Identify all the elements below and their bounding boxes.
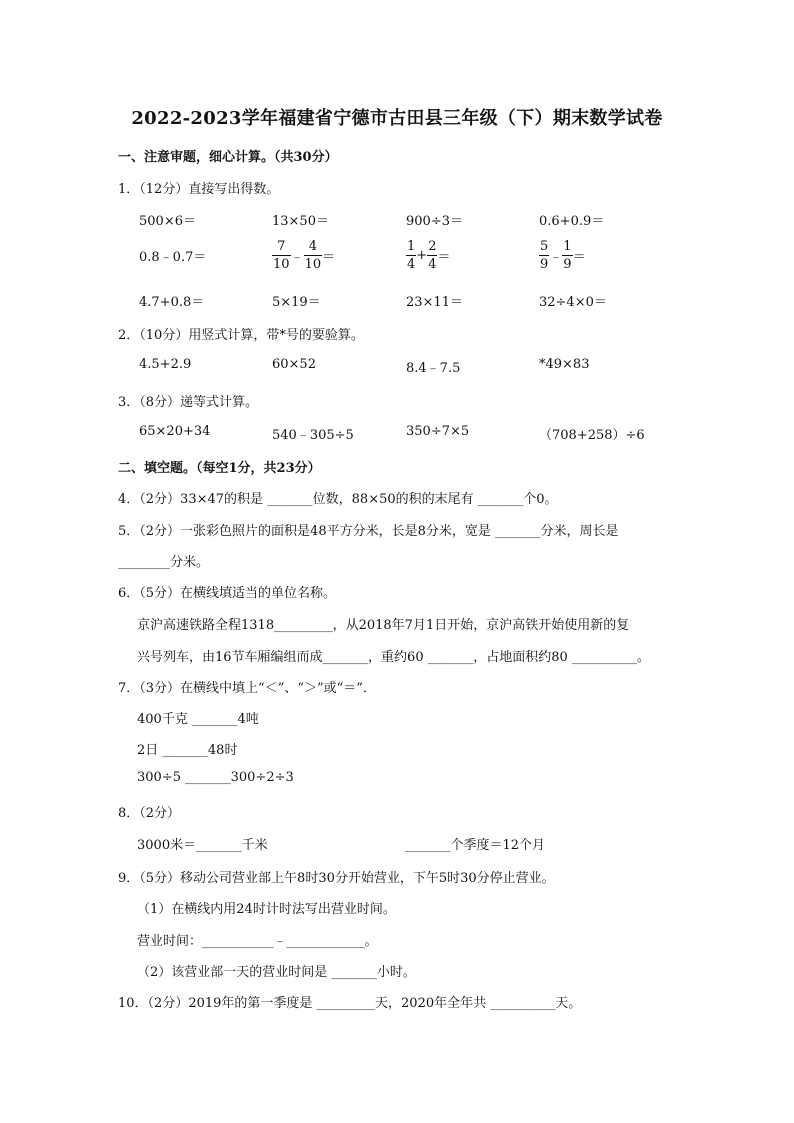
q9-part-2: （2）该营业部一天的营业时间是 _______小时。 (137, 965, 416, 980)
q8-label: 8．（2分） (118, 806, 181, 821)
q3-item: 350÷7×5 (406, 424, 470, 439)
q3-item: 540﹣305÷5 (272, 428, 354, 443)
q2-item: 60×52 (272, 357, 316, 372)
q1-fraction-expression (406, 238, 450, 273)
q7-label: 7．（3分）在横线中填上“＜”、“＞”或“＝”． (118, 681, 376, 696)
q2-item: 4.5+2.9 (139, 357, 192, 372)
denominator: 9 (563, 257, 572, 272)
q8-item-b: _______个季度＝12个月 (405, 838, 546, 853)
q2-item: 8.4﹣7.5 (406, 361, 461, 376)
section-1-heading: 一、注意审题，细心计算。（共30分） (118, 150, 338, 165)
q7-item: 300÷5 _______300÷2÷3 (137, 770, 294, 785)
q4-text: 4．（2分）33×47的积是 _______位数，88×50的积的末尾有 _______个0。 (118, 492, 558, 507)
q10-text: 10．（2分）2019年的第一季度是 _________天，2020年全年共 __________天。 (118, 996, 582, 1011)
operator: ﹣ (549, 250, 563, 265)
q9-part-1-answer: 营业时间：___________﹣____________。 (137, 934, 378, 949)
numerator: 1 (563, 239, 572, 254)
q1-item: 32÷4×0＝ (539, 295, 607, 310)
q3-label: 3．（8分）递等式计算。 (118, 395, 259, 410)
denominator: 10 (273, 257, 290, 272)
q1-fraction-expression (539, 238, 586, 273)
q2-item: *49×83 (539, 357, 590, 372)
q5-text-continued: ________分米。 (118, 555, 210, 570)
q3-item: （708+258）÷6 (539, 428, 645, 443)
section-2-heading: 二、填空题。（每空1分，共23分） (118, 461, 321, 476)
q6-text-continued: 兴号列车，由16节车厢编组而成_______，重约60 _______，占地面积约80 __________。 (137, 650, 650, 665)
q1-item: 4.7+0.8＝ (139, 295, 205, 310)
q7-item: 2日 _______48时 (137, 743, 238, 758)
denominator: 10 (304, 257, 322, 272)
q1-item: 0.6+0.9＝ (539, 214, 605, 229)
q5-text: 5．（2分）一张彩色照片的面积是48平方分米，长是8分米，宽是 _______分米，周长是 (118, 524, 619, 539)
q1-item: 900÷3＝ (406, 214, 463, 229)
denominator: 9 (540, 257, 549, 272)
q1-item: 500×6＝ (139, 214, 196, 229)
q3-item: 65×20+34 (139, 424, 211, 439)
equals-sign: ＝ (437, 250, 451, 265)
q1-item: 5×19＝ (272, 295, 321, 310)
operator: ﹣ (290, 250, 304, 265)
numerator: 4 (304, 238, 323, 256)
q2-label: 2．（10分）用竖式计算，带*号的要验算。 (118, 328, 364, 343)
q1-item: 23×11＝ (406, 295, 463, 310)
q8-item-a: 3000米＝_______千米 (137, 838, 268, 853)
numerator: 2 (428, 239, 437, 254)
denominator: 4 (407, 257, 416, 272)
q1-item: 0.8﹣0.7＝ (139, 250, 207, 265)
operator: + (416, 248, 428, 263)
q9-part-1: （1）在横线内用24时计时法写出营业时间。 (137, 902, 396, 917)
exam-title: 2022-2023学年福建省宁德市古田县三年级（下）期末数学试卷 (131, 108, 663, 129)
numerator: 7 (272, 238, 291, 256)
q6-label: 6．（5分）在横线填适当的单位名称。 (118, 586, 337, 601)
q6-text: 京沪高速铁路全程1318_________，从2018年7月1日开始，京沪高铁开始使用新的复 (137, 618, 630, 633)
q1-item: 13×50＝ (272, 214, 329, 229)
denominator: 4 (428, 257, 437, 272)
numerator: 1 (407, 239, 416, 254)
q1-label: 1．（12分）直接写出得数。 (118, 182, 280, 197)
q7-item: 400千克 _______4吨 (137, 712, 259, 727)
q9-label: 9．（5分）移动公司营业部上午8时30分开始营业，下午5时30分停止营业。 (118, 871, 555, 886)
numerator: 5 (540, 239, 549, 254)
equals-sign: ＝ (572, 250, 586, 265)
equals-sign: ＝ (322, 250, 336, 265)
q1-fraction-expression (272, 238, 335, 273)
